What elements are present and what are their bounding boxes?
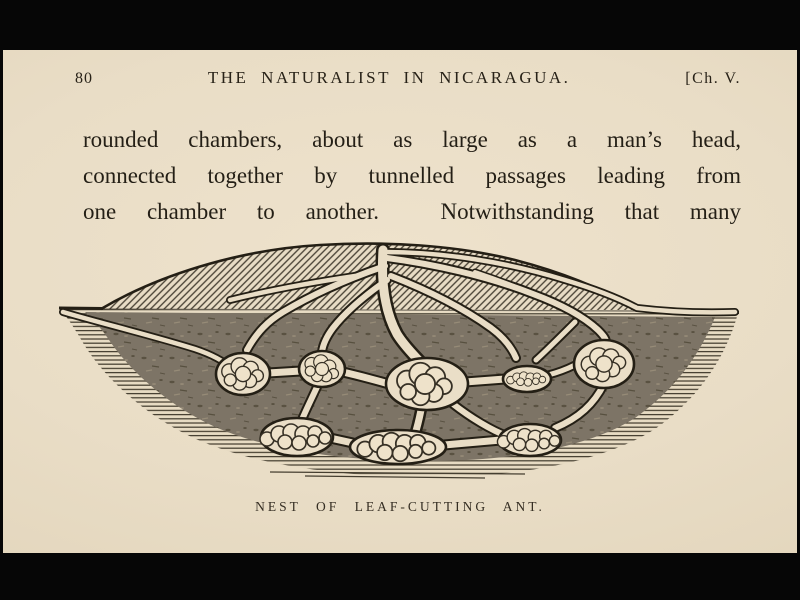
text-line: connected together by tunnelled passages leading from bbox=[83, 163, 741, 188]
running-title: THE NATURALIST IN NICARAGUA. bbox=[207, 68, 571, 87]
page-number: 80 bbox=[75, 70, 93, 87]
page-header bbox=[75, 68, 741, 88]
figure-caption: NEST OF LEAF-CUTTING ANT. bbox=[255, 499, 545, 514]
chapter-reference: [Ch. V. bbox=[685, 70, 741, 87]
text-line: rounded chambers, about as large as a man’s head, bbox=[83, 127, 741, 152]
book-page-photo bbox=[3, 50, 797, 553]
text-line: one chamber to another. Notwithstanding that many bbox=[83, 199, 741, 224]
body-paragraph bbox=[83, 122, 741, 230]
ant-nest-engraving bbox=[55, 232, 745, 480]
